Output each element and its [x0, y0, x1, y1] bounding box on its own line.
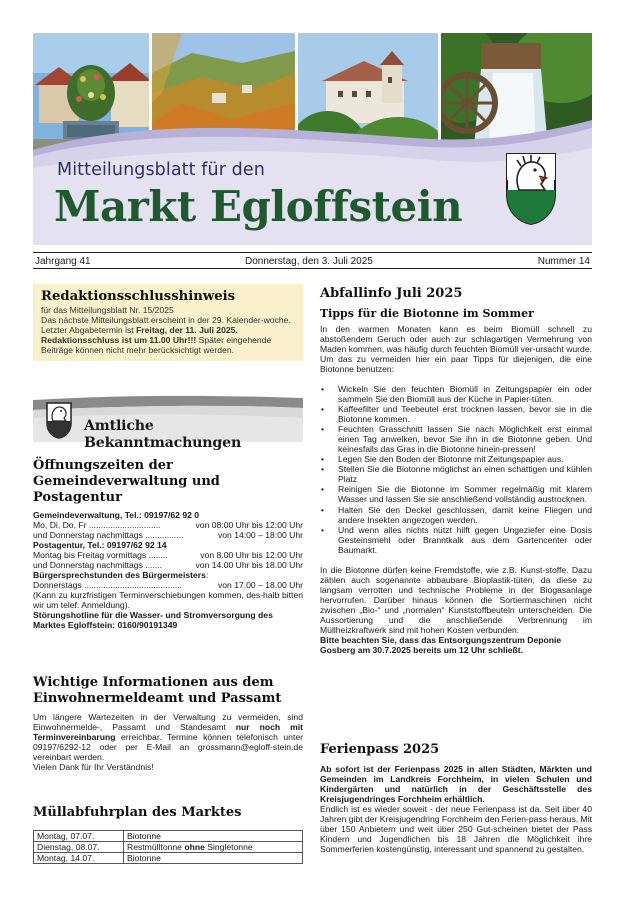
deadline-notice-box: [33, 284, 303, 361]
hotline: Störungshotline für die Wasser- und Stromversorgung des Marktes Egloffstein: 0160/90191349: [33, 610, 273, 631]
deponie-notice: Bitte beachten Sie, dass das Entsorgungszentrum Deponie Gosberg am 30.7.2025 bereits um 12 Uhr schließt.: [320, 635, 562, 656]
biobin-tips-list: [320, 384, 592, 555]
list-item: • Halten Sie den Deckel geschlossen, damit keine Fliegen und andere Insekten angezogen werden.: [320, 505, 592, 525]
deadline-line3-b: Später eingehende Beiträge können nicht mehr berücksichtigt werden.: [41, 335, 272, 355]
post-hours-row: Montag bis Freitag vormittags ........ von 8.00 Uhr bis 12.00 Uhr: [33, 549, 303, 560]
deadline-line1: für das Mitteilungsblatt Nr. 15/2025: [41, 305, 174, 316]
waste-plan-table: [33, 830, 303, 864]
holiday-pass-lead: Ab sofort ist der Ferienpass 2025 in allen Städten, Märkten und Gemeinden im Landkreis Forchheim, in vielen Schulen und Kindergärten und natürlich in der Geschäftsstelle des Kreisjugendringes Forchheim erhältlich.: [320, 763, 592, 804]
post-phone: Postagentur, Tel.: 09197/62 92 14: [33, 539, 167, 550]
registry-section: [33, 675, 303, 772]
waste-plan-section: [33, 805, 303, 864]
list-item: • Legen Sie den Boden der Biotonne mit Zeitungspapier aus.: [320, 454, 592, 464]
office-hours-heading: Öffnungszeiten der Gemeindeverwaltung und Postagentur: [33, 458, 220, 505]
post-hours-row: und Donnerstag nachmittags ....... von 14.00 Uhr bis 18.00 Uhr: [33, 559, 303, 570]
mayor-note: (Kann zu kurzfristigen Terminverschiebungen kommen, des-halb bitten wir um telef. Anmeldung).: [33, 589, 303, 610]
official-announcements-banner: [33, 394, 303, 451]
deadline-heading: Redaktionsschlusshinweis: [41, 289, 236, 304]
masthead: [33, 120, 592, 245]
list-item: • Kaffeefilter und Teebeutel erst trocknen lassen, bevor sie in die Biotonne kommen.: [320, 404, 592, 424]
mayor-hours-label: Bürgersprechstunden des Bürgermeisters:: [33, 569, 209, 580]
admin-phone: Gemeindeverwaltung, Tel.: 09197/62 92 0: [33, 509, 200, 520]
issue-info-bar: [33, 252, 592, 269]
list-item: • Und wenn alles nichts nützt hilft gegen Ungeziefer eine Dosis Gesteinsmehl oder Branntkalk aus dem Gartencenter oder Baumarkt.: [320, 525, 592, 555]
waste-info-intro: In den warmen Monaten kann es beim Biomüll schnell zu abstoßendem Geruch oder auch zur schlagartigen Vermehrung von Maden kommen, was häufig durch feuchten Biomüll ver-ursacht wurde. Um das zu vermeiden hier ein paar Tipps für diejenigen, die eine Biotonne benutzen:: [320, 323, 592, 374]
table-row: Montag, 07.07. Biotonne: [34, 830, 303, 841]
masthead-subtitle: Mitteilungsblatt für den: [57, 160, 265, 180]
holiday-pass-body: Endlich ist es wieder soweit - der neue Ferienpass ist da. Seit über 40 Jahren gibt der Kreisjugendring Forchheim den Ferien-pass heraus. Mit über 150 Anbietern und weit über 250 Gut-scheinen bietet der Pass Kindern und Jugendlichen bis 18 Jahren die Möglichkeit ihre Sommerferien kostengünstig, interessant und spannend zu gestalten.: [320, 804, 592, 855]
mayor-hours-row: Donnerstags ......................................... von 17.00 – 18.00 Uhr: [33, 579, 303, 590]
list-item: • Stellen Sie die Biotonne möglichst an einen schattigen und kühlen Platz: [320, 464, 592, 484]
issue-number: Nummer 14: [537, 256, 590, 267]
waste-info-outro: In die Biotonne dürfen keine Fremdstoffe, wie z.B. Kunst-stoffe. Dazu zählen auch sogenannte abbaubare Bioplastik-tüten, da diese zu langsam verrotten und technische Probleme in der Biogasanlage hervorrufen. Darüber hinaus können die Sortiermaschinen nicht zwischen „Bio-“ und „normalen“ Kunststoffbeuteln unterscheiden. Die Aussortierung und die anschließende Verbrennung im Müllheizkraftwerk sind mit hohen Kosten verbunden.: [320, 564, 592, 636]
holiday-pass-section: [320, 742, 592, 854]
lion-crest-icon: [503, 150, 559, 226]
deadline-time: Redaktionsschluss ist um 11.00 Uhr!!!: [41, 335, 197, 346]
deadline-date: Freitag, der 11. Juli 2025.: [136, 325, 238, 336]
waste-plan-heading: Müllabfuhrplan des Marktes: [33, 805, 242, 820]
issue-volume: Jahrgang 41: [35, 256, 91, 267]
list-item: • Wickeln Sie den feuchten Biomüll in Zeitungspapier ein oder sammeln Sie den Biomüll aus der Küche in Papier-tüten.: [320, 384, 592, 404]
registry-thanks: Vielen Dank für Ihr Verständnis!: [33, 761, 154, 772]
office-hours-section: [33, 458, 303, 630]
list-item: • Feuchten Grasschnitt lassen Sie nach Möglichkeit erst einmal einen Tag anwelken, bevor Sie ihn in die Biotonne geben. Und keinesfalls das Gras in die Biotonne hinein-pressen!: [320, 424, 592, 454]
deadline-line2-a: Das nächste Mitteilungsblatt erscheint in der 29. Kalender-woche. Letzter Abgabetermin ist: [41, 315, 291, 336]
masthead-title: Markt Egloffstein: [54, 182, 463, 231]
admin-hours-row: und Donnerstag nachmittags ................ von 14:00 – 18:00 Uhr: [33, 529, 303, 540]
table-row: Montag, 14.07. Biotonne: [34, 852, 303, 863]
waste-info-section: [320, 286, 592, 655]
table-row: Dienstag, 08.07. Restmülltonne ohne Singletonne: [34, 841, 303, 852]
issue-date: Donnerstag, den 3. Juli 2025: [245, 256, 373, 267]
lion-crest-icon: [44, 401, 74, 439]
admin-hours-row: Mo, Di, Do, Fr .............................. von 08:00 Uhr bis 12:00 Uhr: [33, 519, 303, 530]
holiday-pass-heading: Ferienpass 2025: [320, 742, 440, 757]
registry-heading: Wichtige Informationen aus dem Einwohnermeldeamt und Passamt: [33, 675, 282, 706]
waste-info-subheading: Tipps für die Biotonne im Sommer: [320, 306, 534, 320]
deadline-text: [41, 306, 295, 355]
waste-info-heading: Abfallinfo Juli 2025: [320, 286, 463, 301]
banner-title: Amtliche Bekanntmachungen: [84, 418, 242, 451]
registry-text: Um längere Wartezeiten in der Verwaltung zu vermeiden, sind Einwohnermelde-, Passamt und Standesamt nur noch mit Terminvereinbarung erreichbar. Termine können telefonisch unter 09197/6292-12 oder per E-Mail an grossmann@egloff-stein.de vereinbart werden.: [33, 711, 303, 762]
list-item: • Reinigen Sie die Biotonne im Sommer regelmäßig mit klarem Wasser und lassen Sie sie anschließend vollständig austrocknen.: [320, 484, 592, 504]
